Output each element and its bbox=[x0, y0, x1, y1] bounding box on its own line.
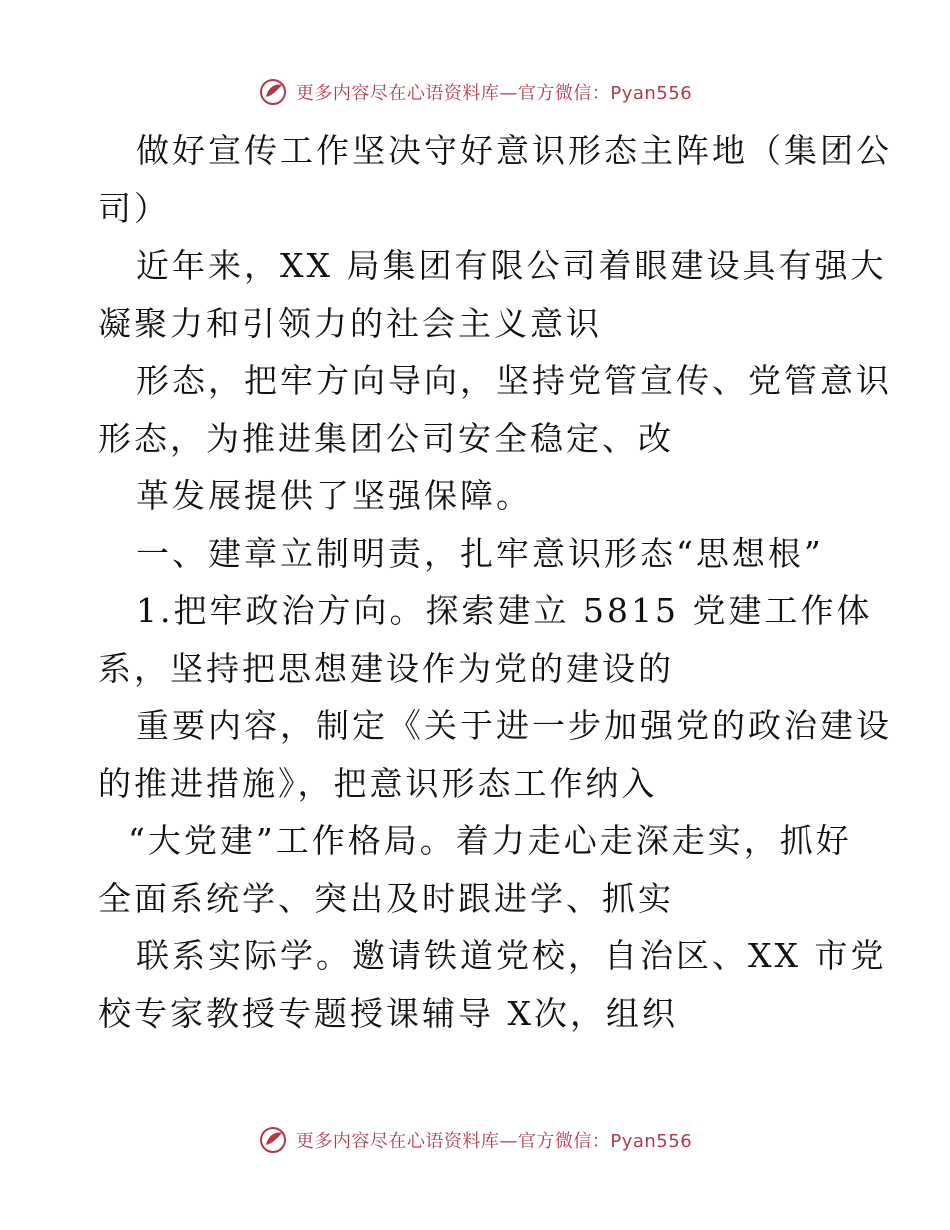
paragraph-line: 重要内容，制定《关于进一步加强党的政治建设 bbox=[136, 706, 892, 745]
paragraph-line: 的推进措施》，把意识形态工作纳入 bbox=[98, 763, 658, 803]
section-heading: 一、建章立制明责，扎牢意识形态“思想根” bbox=[136, 533, 824, 573]
watermark-text: 更多内容尽在心语资料库—官方微信：Pyan556 bbox=[295, 1131, 693, 1152]
document-body bbox=[98, 122, 892, 1042]
paragraph-line: “大党建”工作格局。着力走心走深走实，抓好 bbox=[128, 821, 852, 860]
watermark-header bbox=[0, 72, 950, 112]
watermark-footer bbox=[0, 1120, 950, 1160]
paragraph-line: 校专家教授专题授课辅导 X次，组织 bbox=[98, 993, 678, 1033]
paragraph-line: 凝聚力和引领力的社会主义意识 bbox=[98, 303, 602, 343]
paragraph-line: 1.把牢政治方向。探索建立 5815 党建工作体 bbox=[136, 591, 873, 630]
paragraph-line: 形态，把牢方向导向，坚持党管宣传、党管意识 bbox=[136, 361, 892, 400]
paragraph-line: 全面系统学、突出及时跟进学、抓实 bbox=[98, 878, 674, 918]
paragraph-line: 近年来，XX 局集团有限公司着眼建设具有强大 bbox=[136, 246, 887, 285]
doc-title-line-1: 做好宣传工作坚决守好意识形态主阵地（集团公 bbox=[136, 131, 892, 170]
paragraph-line: 系，坚持把思想建设作为党的建设的 bbox=[98, 648, 674, 688]
doc-title-line-2: 司） bbox=[98, 188, 170, 228]
paragraph-line: 联系实际学。邀请铁道党校，自治区、XX 市党 bbox=[136, 936, 887, 975]
leaf-swirl-logo-icon bbox=[258, 1125, 288, 1155]
watermark-text: 更多内容尽在心语资料库—官方微信：Pyan556 bbox=[295, 83, 693, 104]
leaf-swirl-logo-icon bbox=[258, 77, 288, 107]
paragraph-line: 形态，为推进集团公司安全稳定、改 bbox=[98, 418, 674, 458]
paragraph-line: 革发展提供了坚强保障。 bbox=[136, 476, 532, 515]
